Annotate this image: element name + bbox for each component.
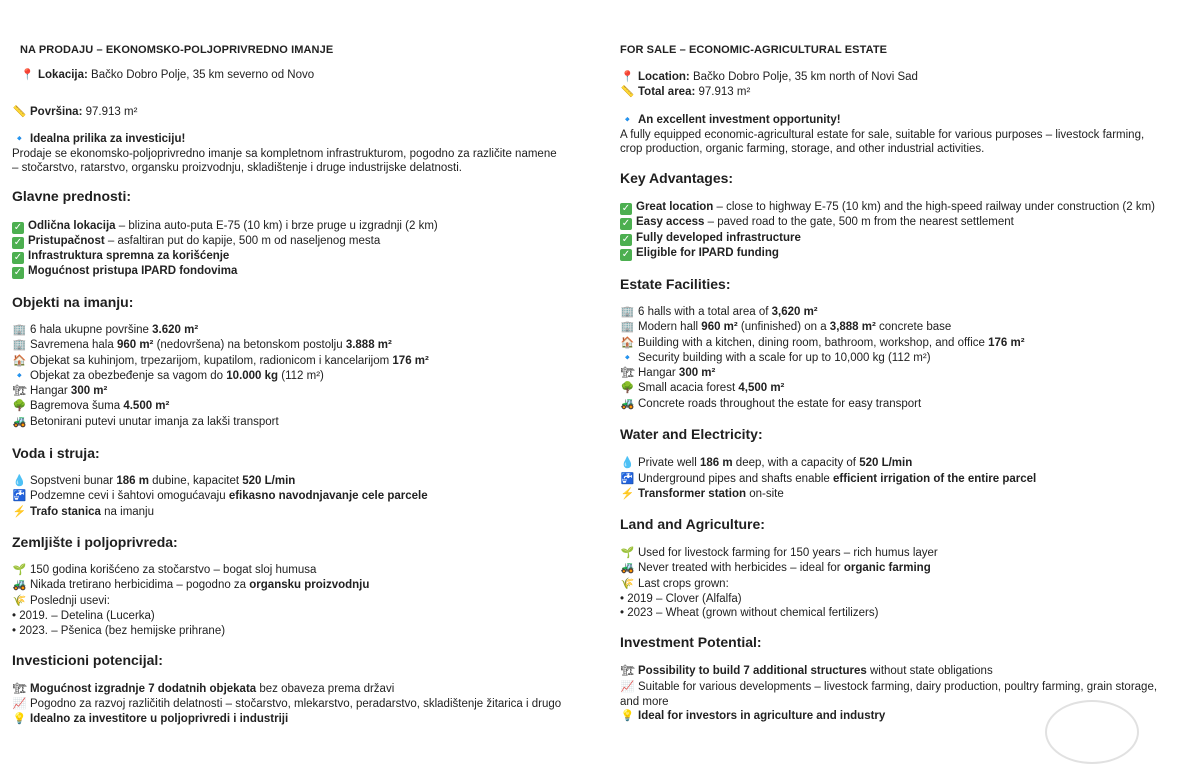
tractor-icon: 🚜 [620, 398, 635, 410]
diamond-icon: 🔹 [12, 370, 27, 382]
ruler-icon: 📏 [12, 106, 27, 118]
land-item: • 2019 – Clover (Alfalfa) [620, 593, 742, 605]
facility-item: 🌳 Bagremova šuma 4.500 m² [12, 400, 170, 412]
facility-item: 🚜 Concrete roads throughout the estate for easy transport [620, 398, 922, 410]
bolt-icon: ⚡ [620, 488, 635, 500]
pin-icon: 📍 [20, 69, 35, 81]
facility-item: 🏠 Building with a kitchen, dining room, bathroom, workshop, and office 176 m² [620, 337, 1025, 349]
advantage-item: ✓ Pristupačnost – asfaltiran put do kapije, 500 m od naseljenog mesta [13, 235, 381, 248]
location-line: 📍 Lokacija: Bačko Dobro Polje, 35 km severno od Novo [20, 69, 315, 81]
crane-icon: 🏗 [12, 385, 27, 397]
facility-item: 🏢 6 halls with a total area of 3,620 m² [620, 306, 818, 318]
land-item: • 2019. – Detelina (Lucerka) [12, 610, 155, 622]
watermark-logo [1045, 700, 1139, 764]
chart-icon: 📈 [12, 698, 27, 710]
tree-icon: 🌳 [12, 400, 27, 412]
water-heading: Water and Electricity: [620, 426, 763, 442]
water-item: 💧 Private well 186 m deep, with a capacity of 520 L/min [620, 457, 913, 469]
area-line: 📏 Površina: 97.913 m² [12, 106, 138, 118]
land-item: 🌱 Used for livestock farming for 150 years – rich humus layer [620, 547, 938, 559]
listing-title: FOR SALE – ECONOMIC-AGRICULTURAL ESTATE [620, 44, 888, 56]
tractor-icon: 🚜 [12, 416, 27, 428]
facilities-heading: Objekti na imanju: [12, 294, 134, 310]
check-icon: ✓ [13, 222, 23, 233]
facility-item: 🏢 Savremena hala 960 m² (nedovršena) na betonskom postolju 3.888 m² [12, 339, 392, 351]
land-item: • 2023. – Pšenica (bez hemijske prihrane) [12, 625, 226, 637]
location-line: 📍 Location: Bačko Dobro Polje, 35 km north of Novi Sad [620, 71, 918, 83]
advantage-item: ✓ Fully developed infrastructure [621, 232, 801, 245]
diamond-icon: 🔹 [620, 114, 635, 126]
check-icon: ✓ [13, 267, 23, 278]
check-icon: ✓ [621, 249, 631, 260]
land-heading: Zemljište i poljoprivreda: [12, 534, 178, 550]
wheat-icon: 🌾 [620, 578, 635, 590]
investment-item: and more [620, 696, 669, 708]
investment-item: 🏗 Possibility to build 7 additional structures without state obligations [620, 665, 993, 677]
water-heading: Voda i struja: [12, 445, 100, 461]
office-icon: 🏢 [12, 324, 27, 336]
crane-icon: 🏗 [620, 367, 635, 379]
bulb-icon: 💡 [12, 713, 27, 725]
investment-item: 🏗 Mogućnost izgradnje 7 dodatnih objekata bez obaveza prema državi [12, 683, 395, 695]
listing-title: NA PRODAJU – EKONOMSKO-POLJOPRIVREDNO IMANJE [20, 44, 334, 56]
diamond-icon: 🔹 [620, 352, 635, 364]
land-item: 🌱 150 godina korišćeno za stočarstvo – bogat sloj humusa [12, 564, 317, 576]
house-icon: 🏠 [12, 355, 27, 367]
tree-icon: 🌳 [620, 382, 635, 394]
check-icon: ✓ [13, 252, 23, 263]
bulb-icon: 💡 [620, 710, 635, 722]
crane-icon: 🏗 [620, 665, 635, 677]
intro-line-2: crop production, organic farming, storage, and other industrial activities. [620, 143, 985, 155]
facility-item: 🏢 6 hala ukupne površine 3.620 m² [12, 324, 199, 336]
facility-item: 🏗 Hangar 300 m² [12, 385, 108, 397]
check-icon: ✓ [621, 218, 631, 229]
investment-item: 💡 Ideal for investors in agriculture and industry [620, 710, 886, 722]
land-item: 🌾 Last crops grown: [620, 578, 729, 590]
land-item: 🌾 Poslednji usevi: [12, 595, 110, 607]
pipe-icon: 🚰 [12, 490, 27, 502]
drop-icon: 💧 [620, 457, 635, 469]
facility-item: 🔹 Security building with a scale for up to 10,000 kg (112 m²) [620, 352, 931, 364]
invest-heading: 🔹 Idealna prilika za investiciju! [12, 133, 186, 145]
advantage-item: ✓ Infrastruktura spremna za korišćenje [13, 250, 230, 263]
advantages-heading: Glavne prednosti: [12, 188, 132, 204]
house-icon: 🏠 [620, 337, 635, 349]
seedling-icon: 🌱 [12, 564, 27, 576]
investment-heading: Investment Potential: [620, 634, 762, 650]
facility-item: 🌳 Small acacia forest 4,500 m² [620, 382, 785, 394]
water-item: 🚰 Underground pipes and shafts enable efficient irrigation of the entire parcel [620, 473, 1037, 485]
facilities-heading: Estate Facilities: [620, 276, 731, 292]
pipe-icon: 🚰 [620, 473, 635, 485]
advantages-heading: Key Advantages: [620, 170, 734, 186]
bolt-icon: ⚡ [12, 506, 27, 518]
diamond-icon: 🔹 [12, 133, 27, 145]
water-item: ⚡ Transformer station on-site [620, 488, 784, 500]
advantage-item: ✓ Eligible for IPARD funding [621, 247, 779, 260]
water-item: 💧 Sopstveni bunar 186 m dubine, kapacitet 520 L/min [12, 475, 296, 487]
office-icon: 🏢 [620, 321, 635, 333]
advantage-item: ✓ Odlična lokacija – blizina auto-puta E-75 (10 km) i brze pruge u izgradnji (2 km) [13, 220, 438, 233]
chart-icon: 📈 [620, 681, 635, 693]
land-item: • 2023 – Wheat (grown without chemical fertilizers) [620, 607, 879, 619]
intro-line-1: A fully equipped economic-agricultural estate for sale, suitable for various purposes – livestock farming, [620, 129, 1145, 141]
check-icon: ✓ [13, 237, 23, 248]
facility-item: 🏢 Modern hall 960 m² (unfinished) on a 3,888 m² concrete base [620, 321, 952, 333]
investment-heading: Investicioni potencijal: [12, 652, 163, 668]
office-icon: 🏢 [12, 339, 27, 351]
tractor-icon: 🚜 [620, 562, 635, 574]
check-icon: ✓ [621, 234, 631, 245]
wheat-icon: 🌾 [12, 595, 27, 607]
ruler-icon: 📏 [620, 86, 635, 98]
intro-line-2: – stočarstvo, ratarstvo, organsku proizvodnju, skladištenje i druge industrijske delatnosti. [12, 162, 463, 174]
check-icon: ✓ [621, 203, 631, 214]
pin-icon: 📍 [620, 71, 635, 83]
facility-item: 🏗 Hangar 300 m² [620, 367, 716, 379]
office-icon: 🏢 [620, 306, 635, 318]
water-item: 🚰 Podzemne cevi i šahtovi omogućavaju efikasno navodnjavanje cele parcele [12, 490, 428, 502]
investment-item: 💡 Idealno za investitore u poljoprivredi i industriji [12, 713, 289, 725]
facility-item: 🔹 Objekat za obezbeđenje sa vagom do 10.000 kg (112 m²) [12, 370, 324, 382]
land-heading: Land and Agriculture: [620, 516, 765, 532]
advantage-item: ✓ Mogućnost pristupa IPARD fondovima [13, 265, 238, 278]
seedling-icon: 🌱 [620, 547, 635, 559]
water-item: ⚡ Trafo stanica na imanju [12, 506, 155, 518]
advantage-item: ✓ Easy access – paved road to the gate, 500 m from the nearest settlement [621, 216, 1014, 229]
invest-heading: 🔹 An excellent investment opportunity! [620, 114, 841, 126]
facility-item: 🚜 Betonirani putevi unutar imanja za lakši transport [12, 416, 279, 428]
land-item: 🚜 Never treated with herbicides – ideal for organic farming [620, 562, 931, 574]
investment-item: 📈 Pogodno za razvoj različitih delatnosti – stočarstvo, mlekarstvo, peradarstvo, skladištenje žitarica i drugo [12, 698, 562, 710]
tractor-icon: 🚜 [12, 579, 27, 591]
land-item: 🚜 Nikada tretirano herbicidima – pogodno za organsku proizvodnju [12, 579, 370, 591]
drop-icon: 💧 [12, 475, 27, 487]
intro-line-1: Prodaje se ekonomsko-poljoprivredno imanje sa kompletnom infrastrukturom, pogodno za različite namene [12, 148, 557, 160]
advantage-item: ✓ Great location – close to highway E-75 (10 km) and the high-speed railway under construction (2 km) [621, 201, 1156, 214]
crane-icon: 🏗 [12, 683, 27, 695]
area-line: 📏 Total area: 97.913 m² [620, 86, 751, 98]
facility-item: 🏠 Objekat sa kuhinjom, trpezarijom, kupatilom, radionicom i kancelarijom 176 m² [12, 355, 429, 367]
investment-item: 📈 Suitable for various developments – livestock farming, dairy production, poultry farming, grain storage, [620, 681, 1158, 693]
